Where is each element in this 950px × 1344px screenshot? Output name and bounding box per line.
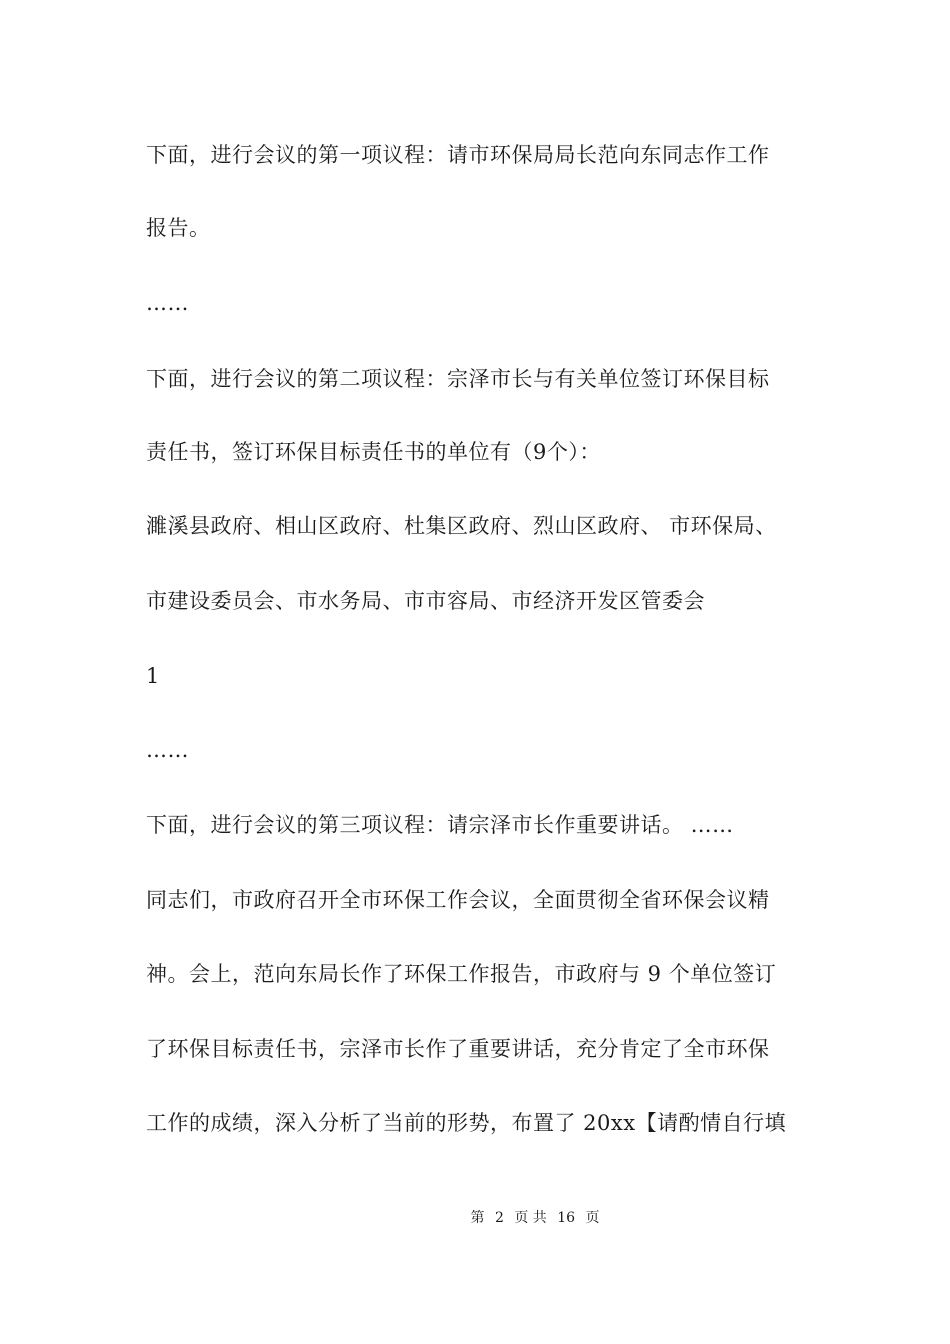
paragraph-line: 了环保目标责任书，宗泽市长作了重要讲话，充分肯定了全市环保 [146,1037,770,1061]
paragraph-line: 责任书，签订环保目标责任书的单位有（9个）： [146,440,601,464]
paragraph-line: 市建设委员会、市水务局、市市容局、市经济开发区管委会 [146,589,705,613]
paragraph-line: 下面，进行会议的第二项议程：宗泽市长与有关单位签订环保目标 [146,367,770,391]
footer-page-number: 2 [494,1210,504,1226]
paragraph-line: 下面，进行会议的第一项议程：请市环保局局长范向东同志作工作 [146,143,770,167]
ellipsis-line: …… [146,291,189,315]
paragraph-line: 1 [146,664,160,688]
footer-total-pages: 16 [557,1210,576,1226]
paragraph-line: 濉溪县政府、相山区政府、杜集区政府、烈山区政府、 市环保局、 [146,514,777,538]
ellipsis-line: …… [146,738,189,762]
paragraph-line: 同志们，市政府召开全市环保工作会议，全面贯彻全省环保会议精 [146,888,770,912]
paragraph-line: 神。会上，范向东局长作了环保工作报告，市政府与 9 个单位签订 [146,962,777,986]
footer-prefix: 第 [470,1210,485,1226]
footer-suffix: 页 [585,1210,600,1226]
paragraph-line: 报告。 [146,216,211,240]
paragraph-line: 工作的成绩，深入分析了当前的形势，布置了 20xx【请酌情自行填 [146,1111,787,1135]
page-footer [0,1208,950,1228]
paragraph-line: 下面，进行会议的第三项议程：请宗泽市长作重要讲话。 …… [146,813,734,837]
footer-middle: 页 共 [514,1210,547,1226]
